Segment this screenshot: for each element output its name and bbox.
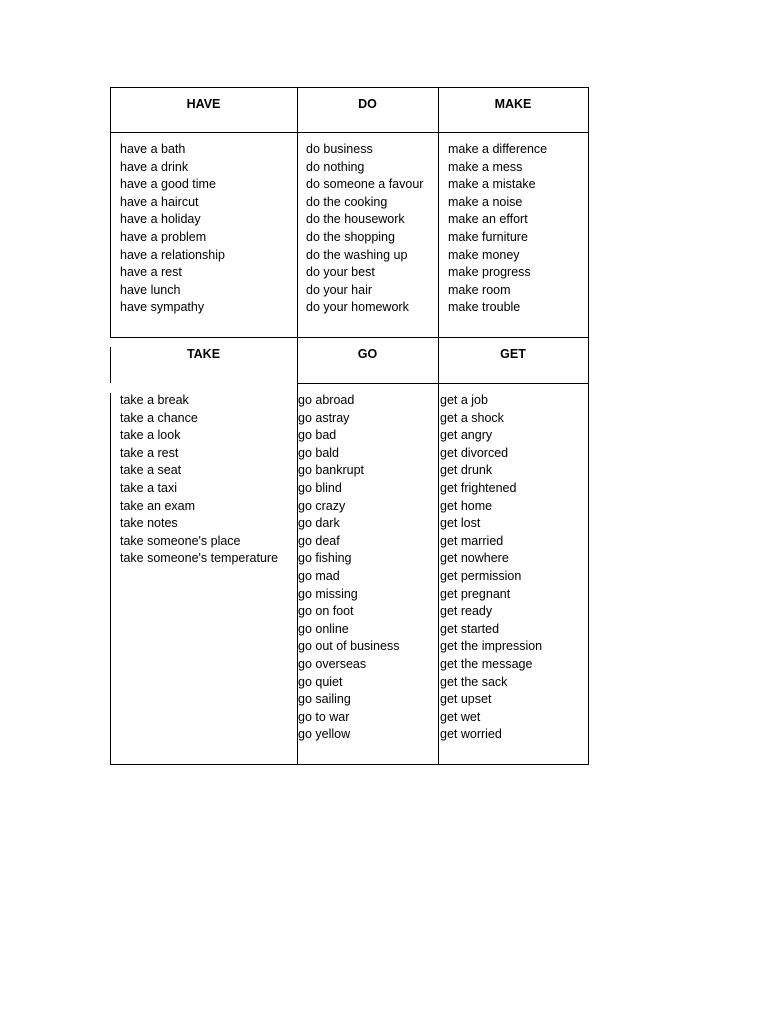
list-item: go dark [298, 516, 340, 531]
list-item: go to war [298, 709, 350, 724]
list-item: get started [440, 621, 500, 636]
list-item: take a seat [120, 463, 182, 478]
list-item: go bankrupt [298, 463, 365, 478]
list-item: get worried [440, 727, 502, 742]
list-item: get a shock [440, 410, 504, 425]
table-border-left-top [110, 87, 111, 338]
list-item: get home [440, 498, 493, 513]
list-item: go abroad [298, 393, 355, 407]
list-item: get the sack [440, 674, 508, 689]
list-item: go on foot [298, 604, 354, 619]
list-item: make a mess [448, 159, 523, 174]
list-item: go online [298, 621, 349, 636]
take-list [120, 392, 278, 568]
get-list [440, 392, 542, 744]
list-item: go bald [298, 445, 340, 460]
list-item: get angry [440, 428, 493, 443]
list-item: do the housework [306, 212, 405, 227]
list-item: get ready [440, 604, 493, 619]
list-item: take a rest [120, 445, 179, 460]
list-item: get married [440, 533, 504, 548]
list-item: take an exam [120, 498, 196, 513]
list-item: have a holiday [120, 212, 201, 227]
list-item: get drunk [440, 463, 493, 478]
list-item: make furniture [448, 229, 528, 244]
header-row-divider-top [110, 132, 589, 133]
list-item: have a problem [120, 229, 207, 244]
list-item: do your homework [306, 300, 409, 315]
list-item: take notes [120, 516, 178, 531]
list-item: make a mistake [448, 177, 536, 192]
list-item: get divorced [440, 445, 509, 460]
list-item: go crazy [298, 498, 346, 513]
list-item: have lunch [120, 282, 181, 297]
table-border-right [588, 87, 589, 765]
table-border-top [110, 87, 589, 88]
list-item: have a haircut [120, 194, 199, 209]
list-item: get permission [440, 568, 522, 583]
list-item: do your best [306, 265, 375, 280]
list-item: have a rest [120, 265, 182, 280]
list-item: get a job [440, 393, 488, 407]
list-item: go blind [298, 480, 342, 495]
table-border-bottom [110, 764, 589, 765]
list-item: go sailing [298, 692, 351, 707]
list-item: get pregnant [440, 586, 511, 601]
list-item: have a good time [120, 177, 216, 192]
header-do: DO [358, 97, 377, 111]
list-item: do someone a favour [306, 177, 424, 192]
list-item: make a noise [448, 194, 523, 209]
header-get: GET [500, 347, 526, 361]
list-item: do nothing [306, 159, 365, 174]
list-item: go deaf [298, 533, 340, 548]
header-make: MAKE [494, 97, 532, 111]
list-item: take a break [120, 393, 189, 407]
list-item: do your hair [306, 282, 373, 297]
list-item: go mad [298, 568, 340, 583]
list-item: go overseas [298, 656, 367, 671]
list-item: take a taxi [120, 480, 177, 495]
list-item: take a chance [120, 410, 198, 425]
list-item: have a relationship [120, 247, 225, 262]
list-item: take someone's temperature [120, 551, 279, 566]
list-item: go fishing [298, 551, 352, 566]
list-item: get lost [440, 516, 481, 531]
section-divider [110, 337, 589, 338]
list-item: get upset [440, 692, 492, 707]
list-item: get nowhere [440, 551, 509, 566]
header-go: GO [357, 347, 378, 361]
list-item: go yellow [298, 727, 351, 742]
list-item: go bad [298, 428, 337, 443]
list-item: take someone's place [120, 533, 241, 548]
list-item: get wet [440, 709, 481, 724]
list-item: make money [448, 247, 520, 262]
go-list [298, 392, 399, 744]
header-take: TAKE [186, 347, 221, 361]
header-have: HAVE [186, 97, 221, 111]
list-item: get frightened [440, 480, 517, 495]
list-item: get the impression [440, 639, 543, 654]
header-row-divider-bottom [297, 383, 589, 384]
have-list [120, 141, 225, 317]
column-divider-2 [438, 87, 439, 765]
table-border-left-bottom [110, 393, 111, 765]
list-item: make progress [448, 265, 531, 280]
do-list [306, 141, 423, 317]
list-item: do the shopping [306, 229, 395, 244]
list-item: do the washing up [306, 247, 408, 262]
list-item: make an effort [448, 212, 528, 227]
list-item: have a bath [120, 142, 186, 156]
list-item: make room [448, 282, 511, 297]
list-item: take a look [120, 428, 181, 443]
list-item: go out of business [298, 639, 400, 654]
list-item: get the message [440, 656, 533, 671]
list-item: have a drink [120, 159, 189, 174]
make-list [448, 141, 547, 317]
list-item: go quiet [298, 674, 343, 689]
list-item: go missing [298, 586, 358, 601]
list-item: make a difference [448, 142, 548, 156]
list-item: do the cooking [306, 194, 388, 209]
list-item: have sympathy [120, 300, 205, 315]
list-item: go astray [298, 410, 350, 425]
list-item: do business [306, 142, 373, 156]
list-item: make trouble [448, 300, 521, 315]
